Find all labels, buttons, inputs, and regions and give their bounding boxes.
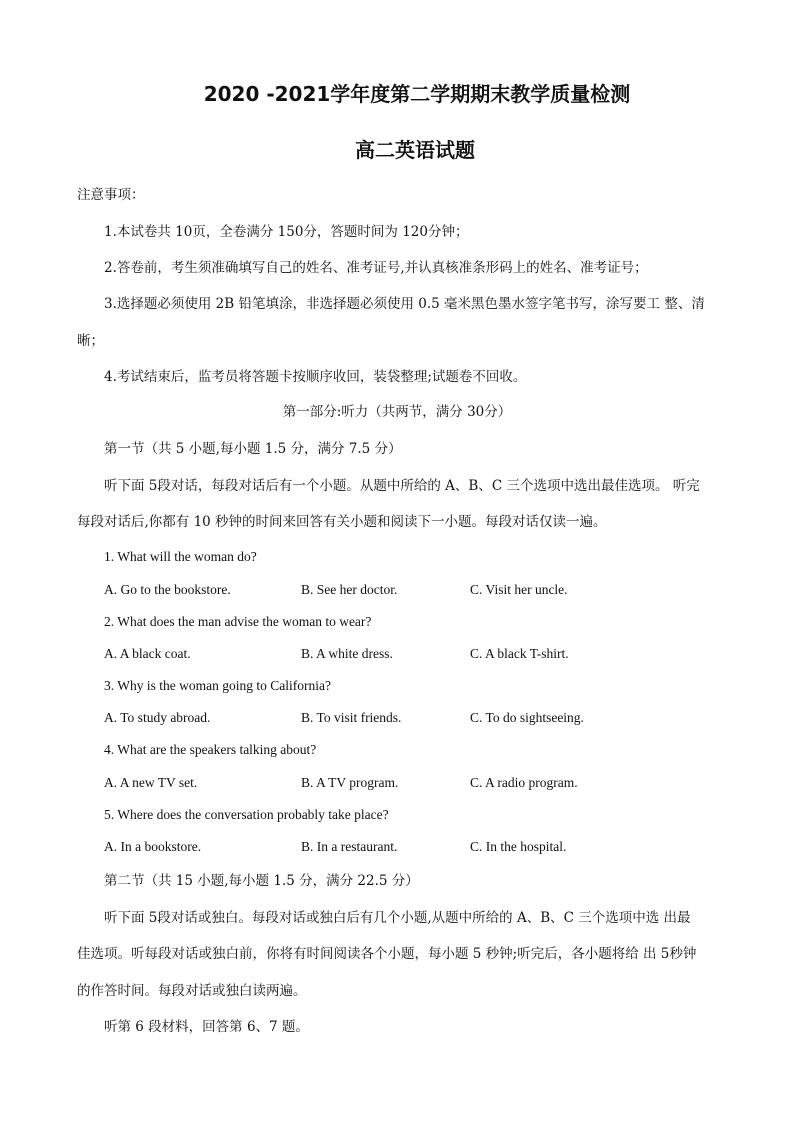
q5-option-b: B. In a restaurant.: [301, 839, 398, 854]
q4-option-b: B. A TV program.: [301, 775, 399, 790]
section2-instructions-line1: 听下面 5段对话或独白。每段对话或独白后有几个小题,从题中所给的 A、B、C 三个选项中选 出最: [104, 910, 691, 926]
part1-heading: 第一部分:听力（共两节，满分 30分）: [282, 404, 512, 420]
q1-option-b: B. See her doctor.: [301, 582, 398, 597]
notice-item-1: 1.本试卷共 10页，全卷满分 150分，答题时间为 120分钟；: [104, 224, 469, 240]
section2-heading: 第二节（共 15 小题,每小题 1.5 分，满分 22.5 分）: [104, 873, 419, 889]
question-5: 5. Where does the conversation probably take place?: [104, 807, 389, 822]
question-3: 3. Why is the woman going to California?: [104, 678, 331, 693]
notice-item-2: 2.答卷前，考生须准确填写自己的姓名、准考证号,并认真核准条形码上的姓名、准考证号；: [104, 260, 648, 276]
notice-item-3-cont: 晰；: [77, 333, 104, 349]
section1-instructions-line1: 听下面 5段对话，每段对话后有一个小题。从题中所给的 A、B、C 三个选项中选出最佳选项。 听完: [104, 478, 700, 494]
q5-option-a: A. In a bookstore.: [104, 839, 202, 854]
section1-heading: 第一节（共 5 小题,每小题 1.5 分，满分 7.5 分）: [104, 441, 402, 457]
q5-option-c: C. In the hospital.: [470, 839, 567, 854]
q3-option-b: B. To visit friends.: [301, 710, 402, 725]
notice-item-4: 4.考试结束后，监考员将答题卡按顺序收回，装袋整理;试题卷不回收。: [104, 369, 527, 385]
q3-option-c: C. To do sightseeing.: [470, 710, 584, 725]
exam-subtitle: 高二英语试题: [355, 138, 475, 162]
notice-item-3: 3.选择题必须使用 2B 铅笔填涂，非选择题必须使用 0.5 毫米黑色墨水签字笔书写，涂写要工 整、清: [104, 296, 705, 312]
question-1: 1. What will the woman do?: [104, 549, 257, 564]
q4-option-a: A. A new TV set.: [104, 775, 198, 790]
q2-option-c: C. A black T-shirt.: [470, 646, 569, 661]
q1-option-a: A. Go to the bookstore.: [104, 582, 231, 597]
q4-option-c: C. A radio program.: [470, 775, 578, 790]
material-6-prompt: 听第 6 段材料，回答第 6、7 题。: [104, 1019, 309, 1035]
q3-option-a: A. To study abroad.: [104, 710, 211, 725]
question-2: 2. What does the man advise the woman to wear?: [104, 614, 372, 629]
section2-instructions-line3: 的作答时间。每段对话或独白读两遍。: [77, 983, 307, 999]
notice-heading: 注意事项：: [77, 187, 145, 203]
section2-instructions-line2: 佳选项。听每段对话或独白前，你将有时间阅读各个小题，每小题 5 秒钟;听完后，各小题将给 出 5秒钟: [77, 946, 697, 962]
exam-title: 2020 -2021学年度第二学期期末教学质量检测: [203, 82, 631, 106]
question-4: 4. What are the speakers talking about?: [104, 742, 317, 757]
q1-option-c: C. Visit her uncle.: [470, 582, 568, 597]
section1-instructions-line2: 每段对话后,你都有 10 秒钟的时间来回答有关小题和阅读下一小题。每段对话仅读一遍。: [77, 514, 607, 530]
q2-option-b: B. A white dress.: [301, 646, 393, 661]
q2-option-a: A. A black coat.: [104, 646, 191, 661]
